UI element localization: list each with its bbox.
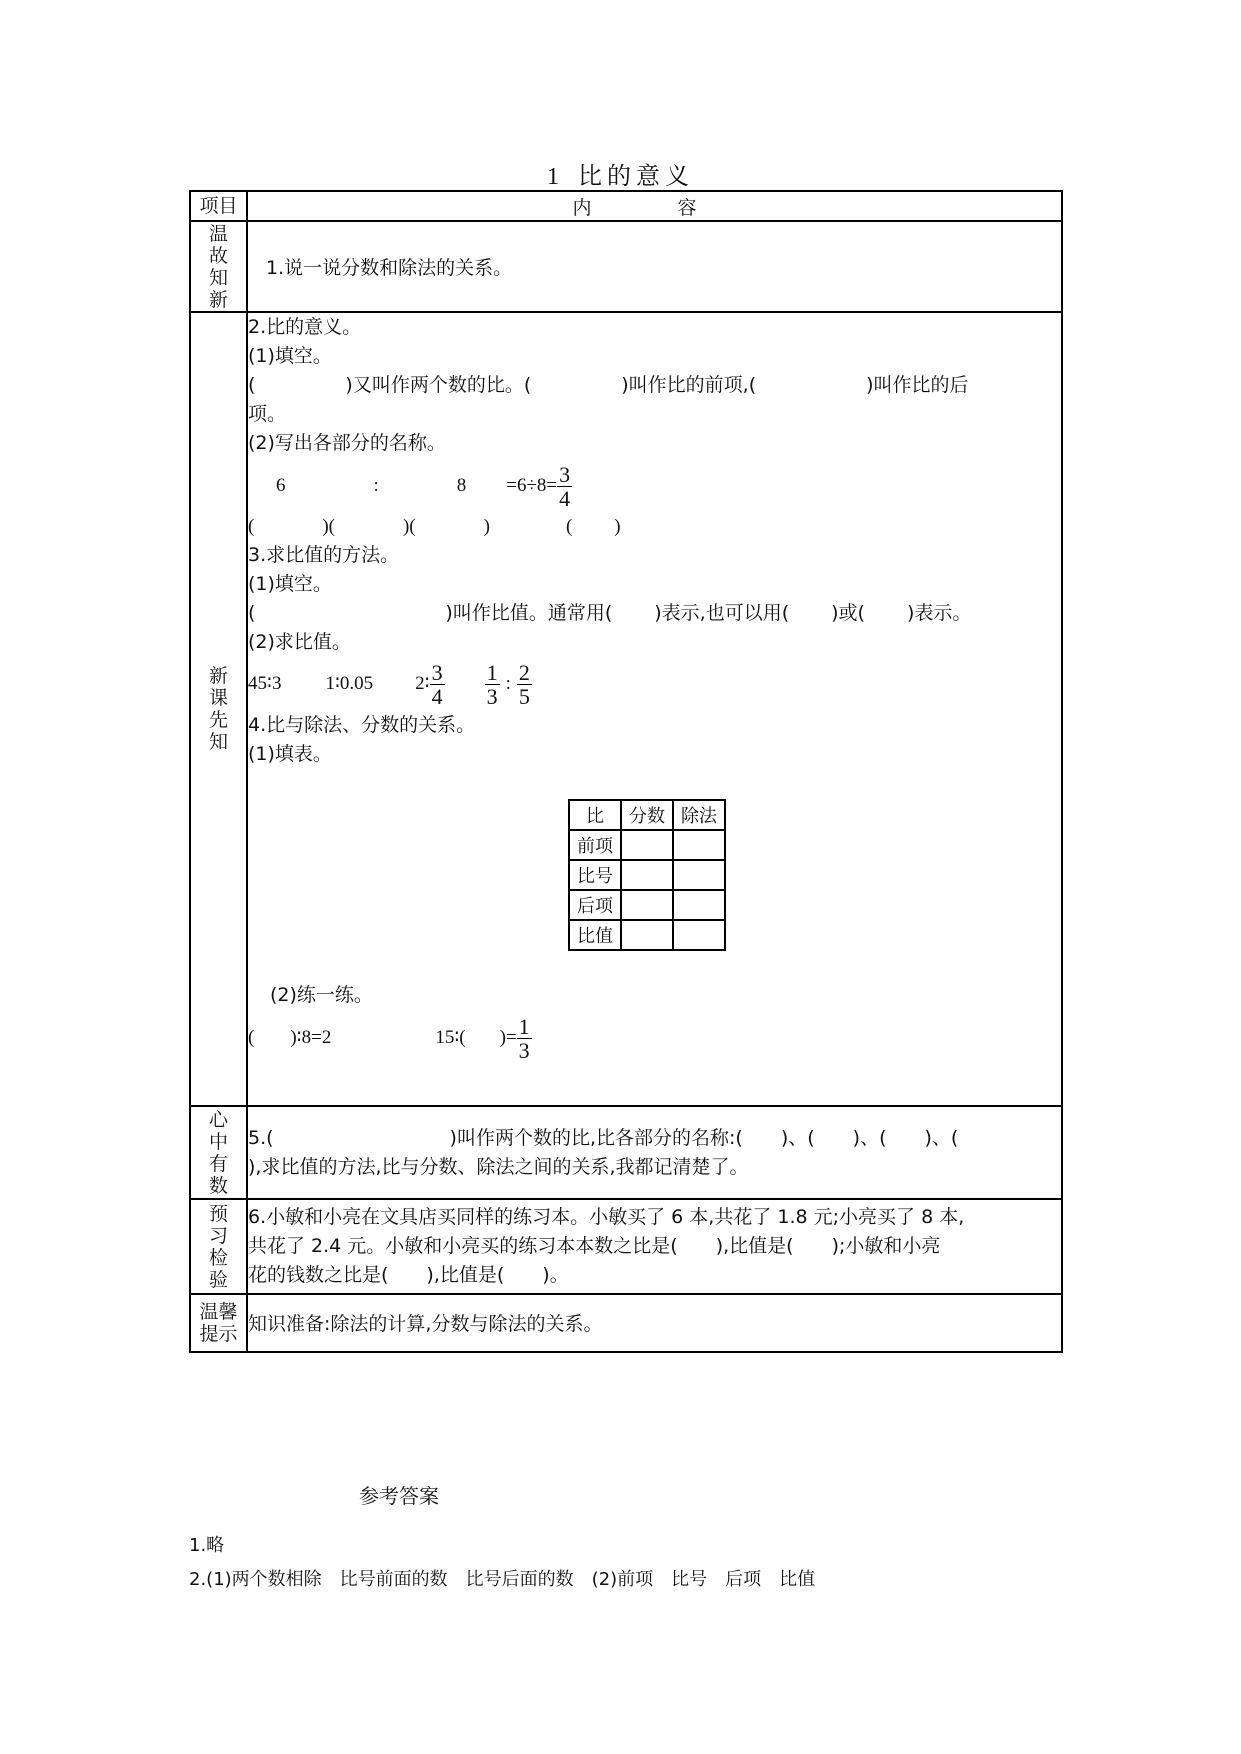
- row-new-lesson: [190, 312, 1062, 1106]
- text: 15∶(: [435, 1027, 466, 1048]
- ratio-problems: [248, 657, 1061, 711]
- mini-row: [569, 830, 725, 860]
- mini-header-cell: 比: [569, 800, 621, 830]
- category-check: [190, 1199, 247, 1294]
- mini-blank-cell[interactable]: [673, 890, 725, 920]
- cat-char: 有: [208, 1152, 228, 1175]
- name-parts-label: (2)写出各部分的名称。: [248, 432, 446, 454]
- cat-char: 温: [208, 222, 228, 245]
- category-tip: [190, 1294, 247, 1352]
- mini-row: [569, 920, 725, 950]
- text: (: [248, 1027, 255, 1048]
- cat-char: 预: [208, 1202, 228, 1225]
- numerator: 3: [431, 660, 443, 686]
- cat-char: 知: [208, 731, 228, 753]
- expr-part: 8: [456, 475, 467, 496]
- text: )叫作比的后: [866, 374, 969, 396]
- answer-line: 2.(1)两个数相除 比号前面的数 比号后面的数 (2)前项 比号 后项 比值: [189, 1569, 816, 1590]
- row-tip: [190, 1294, 1062, 1352]
- fraction: [557, 463, 572, 510]
- practice-label: (2)练一练。: [270, 984, 373, 1006]
- ratio-problem: 2∶: [415, 673, 430, 694]
- ratio-expression: [248, 460, 1061, 512]
- ratio-problem: 45∶3: [248, 673, 282, 694]
- header-project: 项目: [190, 191, 247, 221]
- category-summary: [190, 1106, 247, 1199]
- text: )叫作比值。通常用(: [445, 602, 613, 624]
- expr-part: =6÷8=: [506, 475, 558, 496]
- cat-char: 故: [208, 244, 228, 267]
- cat-char: 提示: [199, 1323, 238, 1345]
- cat-char: 新: [208, 665, 228, 687]
- denominator: 3: [486, 684, 498, 710]
- cat-char: 新: [208, 288, 228, 311]
- header-row: [190, 191, 1062, 221]
- new-lesson-content: [247, 312, 1062, 1106]
- text: )、(: [852, 1126, 887, 1149]
- expr-part: 6: [276, 475, 286, 496]
- ratio-problem: 1∶0.05: [325, 673, 374, 694]
- row-check: [190, 1199, 1062, 1294]
- text: (: [248, 516, 255, 537]
- cat-char: 检: [208, 1246, 228, 1269]
- mini-header-cell: 分数: [621, 800, 673, 830]
- mini-row-label: 比值: [569, 920, 621, 950]
- answer-line: 1.略: [189, 1535, 225, 1556]
- cat-char: 先: [208, 709, 228, 731]
- fill-table-label: (1)填表。: [248, 743, 332, 765]
- section-3-heading: 3.求比值的方法。: [248, 544, 400, 566]
- fraction: [517, 1015, 532, 1062]
- cat-char: 课: [208, 687, 228, 709]
- mini-row-label: 前项: [569, 830, 621, 860]
- fill-blank-line-cont: 项。: [248, 403, 287, 425]
- fill-blank-line: [248, 371, 1061, 400]
- cat-char: 数: [208, 1174, 228, 1197]
- cat-char: 知: [208, 266, 228, 289]
- cat-char: 温馨: [199, 1301, 238, 1323]
- mini-row: [569, 890, 725, 920]
- fill-blank-label: (1)填空。: [248, 573, 332, 595]
- expr-part: :: [373, 475, 379, 496]
- category-new-lesson: [190, 312, 247, 1106]
- title-number: 1: [547, 164, 564, 190]
- check-content: [247, 1199, 1062, 1294]
- worksheet-table: [189, 190, 1063, 1353]
- ratio-relation-table: [568, 799, 726, 951]
- text: (: [565, 516, 573, 537]
- numerator: 1: [518, 1014, 530, 1040]
- row-summary: [190, 1106, 1062, 1199]
- numerator: 2: [518, 660, 530, 686]
- fraction: [517, 661, 532, 708]
- mini-header-row: [569, 800, 725, 830]
- denominator: 5: [518, 684, 530, 710]
- text: )叫作两个数的比,比各部分的名称:(: [449, 1126, 743, 1149]
- parts-blanks: [248, 512, 1061, 541]
- mini-blank-cell[interactable]: [621, 920, 673, 950]
- review-content: 1.说一说分数和除法的关系。: [247, 221, 1062, 312]
- text: )叫作比的前项,(: [621, 374, 757, 396]
- text: (: [248, 374, 256, 396]
- summary-line: [248, 1124, 1061, 1153]
- section-4-heading: 4.比与除法、分数的关系。: [248, 714, 476, 736]
- text: ): [483, 516, 490, 537]
- text: )、(: [924, 1126, 959, 1149]
- fraction: [430, 661, 445, 708]
- problem-line: 共花了 2.4 元。小敏和小亮买的练习本本数之比是( ),比值是( );小敏和小亮: [248, 1235, 941, 1257]
- title-text: 比的意义: [578, 162, 694, 190]
- summary-line: ),求比值的方法,比与分数、除法之间的关系,我都记清楚了。: [248, 1155, 749, 1178]
- denominator: 3: [518, 1038, 530, 1064]
- text: )(: [402, 516, 416, 537]
- row-review: [190, 221, 1062, 312]
- text: )、(: [780, 1126, 815, 1149]
- ratio-colon: :: [505, 673, 511, 694]
- practice-problems: [248, 1010, 1061, 1066]
- category-review: [190, 221, 247, 312]
- text: )=: [499, 1027, 517, 1048]
- mini-blank-cell[interactable]: [621, 890, 673, 920]
- page-title: [0, 156, 1241, 191]
- answer-key: [189, 1480, 815, 1597]
- header-content: 内 容: [247, 191, 1062, 221]
- text: ): [614, 516, 621, 537]
- mini-row-label: 比号: [569, 860, 621, 890]
- problem-line: 花的钱数之比是( ),比值是( )。: [248, 1264, 569, 1286]
- summary-content: [247, 1106, 1062, 1199]
- text: 5.(: [248, 1126, 274, 1149]
- text: )表示,也可以用(: [654, 602, 790, 624]
- mini-row: [569, 860, 725, 890]
- mini-row-label: 后项: [569, 890, 621, 920]
- numerator: 1: [486, 660, 498, 686]
- mini-blank-cell[interactable]: [673, 920, 725, 950]
- denominator: 4: [559, 486, 571, 512]
- fraction: [485, 661, 500, 708]
- cat-char: 心: [208, 1108, 228, 1131]
- problem-line: 6.小敏和小亮在文具店买同样的练习本。小敏买了 6 本,共花了 1.8 元;小亮买了 8 本,: [248, 1206, 965, 1228]
- cat-char: 验: [208, 1268, 228, 1291]
- mini-header-cell: 除法: [673, 800, 725, 830]
- text: )或(: [831, 602, 865, 624]
- mini-blank-cell[interactable]: [673, 860, 725, 890]
- mini-blank-cell[interactable]: [673, 830, 725, 860]
- cat-char: 习: [208, 1224, 228, 1247]
- cat-char: 中: [208, 1130, 228, 1153]
- find-ratio-label: (2)求比值。: [248, 631, 351, 653]
- text: )又叫作两个数的比。(: [345, 374, 532, 396]
- numerator: 3: [559, 462, 571, 488]
- ratio-value-line: [248, 599, 1061, 628]
- mini-blank-cell[interactable]: [621, 830, 673, 860]
- text: (: [248, 602, 256, 624]
- mini-blank-cell[interactable]: [621, 860, 673, 890]
- answer-heading: 参考答案: [359, 1484, 439, 1508]
- text: )∶8=2: [290, 1027, 332, 1048]
- fill-blank-label: (1)填空。: [248, 345, 332, 367]
- section-2-heading: 2.比的意义。: [248, 316, 362, 338]
- tip-content: 知识准备:除法的计算,分数与除法的关系。: [247, 1294, 1062, 1352]
- text: )(: [322, 516, 335, 537]
- denominator: 4: [431, 684, 443, 710]
- text: )表示。: [906, 602, 972, 624]
